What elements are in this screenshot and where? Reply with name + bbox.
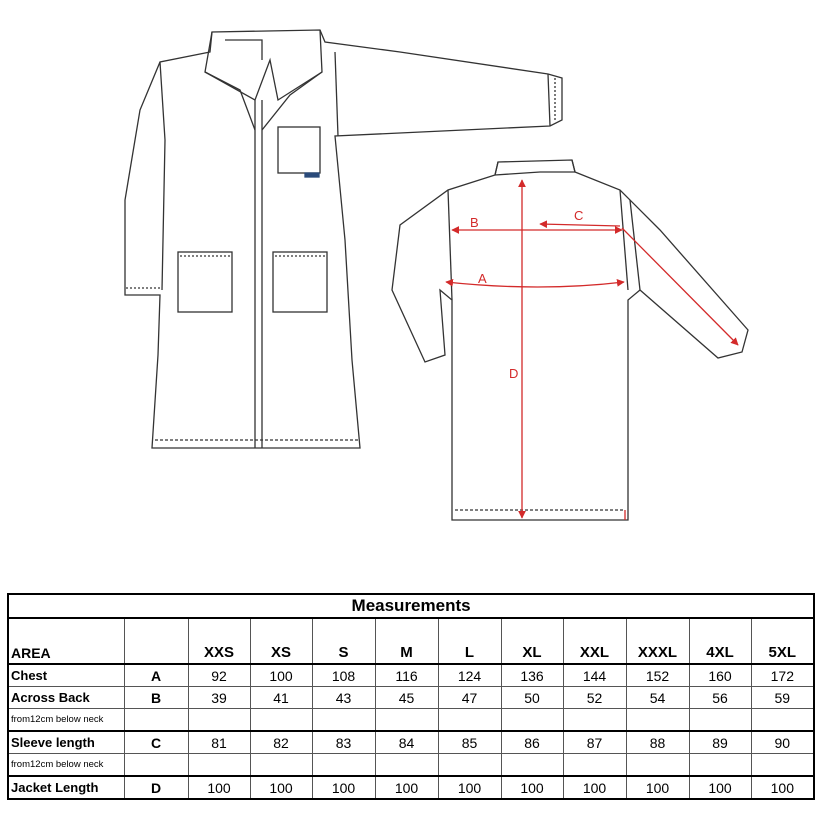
row-code: A (124, 664, 188, 687)
code-header (124, 618, 188, 664)
table-cell: 81 (188, 731, 250, 754)
table-cell: 144 (563, 664, 626, 687)
row-label: Sleeve length (8, 731, 124, 754)
row-code: C (124, 731, 188, 754)
row-label: Jacket Length (8, 776, 124, 799)
row-code: D (124, 776, 188, 799)
table-cell: 52 (563, 687, 626, 709)
coat-front-drawing (125, 30, 562, 448)
empty-cell (501, 709, 563, 732)
empty-cell (689, 754, 751, 777)
empty-cell (312, 754, 375, 777)
table-cell: 108 (312, 664, 375, 687)
table-cell: 136 (501, 664, 563, 687)
empty-cell (563, 754, 626, 777)
table-cell: 100 (689, 776, 751, 799)
table-cell: 160 (689, 664, 751, 687)
table-cell: 45 (375, 687, 438, 709)
empty-cell (250, 754, 312, 777)
size-header: M (375, 618, 438, 664)
table-cell: 116 (375, 664, 438, 687)
size-header: XL (501, 618, 563, 664)
size-header: XXXL (626, 618, 689, 664)
dim-letter-a: A (478, 271, 487, 286)
table-cell: 47 (438, 687, 501, 709)
table-cell: 41 (250, 687, 312, 709)
row-label: Chest (8, 664, 124, 687)
table-cell: 100 (312, 776, 375, 799)
table-cell: 85 (438, 731, 501, 754)
empty-cell (375, 754, 438, 777)
table-row (8, 664, 814, 687)
empty-cell (124, 709, 188, 732)
empty-cell (563, 709, 626, 732)
empty-cell (438, 754, 501, 777)
table-cell: 172 (751, 664, 814, 687)
row-note: from12cm below neck (8, 754, 124, 777)
empty-cell (188, 754, 250, 777)
empty-cell (626, 754, 689, 777)
empty-cell (438, 709, 501, 732)
table-cell: 100 (250, 776, 312, 799)
dim-letter-d: D (509, 366, 519, 381)
table-cell: 100 (375, 776, 438, 799)
empty-cell (626, 709, 689, 732)
table-cell: 100 (626, 776, 689, 799)
table-cell: 90 (751, 731, 814, 754)
dimension-lines (446, 180, 738, 520)
table-cell: 89 (689, 731, 751, 754)
table-row (8, 776, 814, 799)
dim-letter-c: C (574, 208, 584, 223)
table-cell: 86 (501, 731, 563, 754)
size-header: XS (250, 618, 312, 664)
table-cell: 43 (312, 687, 375, 709)
empty-cell (188, 709, 250, 732)
table-row (8, 687, 814, 709)
table-cell: 124 (438, 664, 501, 687)
table-cell: 54 (626, 687, 689, 709)
empty-cell (312, 709, 375, 732)
table-cell: 92 (188, 664, 250, 687)
table-cell: 50 (501, 687, 563, 709)
empty-cell (250, 709, 312, 732)
coat-back-drawing (392, 160, 748, 520)
table-cell: 56 (689, 687, 751, 709)
table-note-row (8, 709, 814, 732)
empty-cell (689, 709, 751, 732)
empty-cell (124, 754, 188, 777)
measurements-table (7, 593, 815, 800)
empty-cell (501, 754, 563, 777)
size-header: 4XL (689, 618, 751, 664)
row-code: B (124, 687, 188, 709)
empty-cell (751, 709, 814, 732)
table-cell: 87 (563, 731, 626, 754)
table-cell: 152 (626, 664, 689, 687)
table-note-row (8, 754, 814, 777)
row-label: Across Back (8, 687, 124, 709)
table-cell: 84 (375, 731, 438, 754)
table-cell: 100 (438, 776, 501, 799)
row-note: from12cm below neck (8, 709, 124, 732)
table-cell: 100 (563, 776, 626, 799)
table-cell: 100 (188, 776, 250, 799)
size-header: S (312, 618, 375, 664)
table-cell: 100 (501, 776, 563, 799)
size-header: 5XL (751, 618, 814, 664)
table-cell: 83 (312, 731, 375, 754)
table-cell: 82 (250, 731, 312, 754)
table-cell: 100 (751, 776, 814, 799)
empty-cell (751, 754, 814, 777)
table-cell: 88 (626, 731, 689, 754)
table-title: Measurements (8, 594, 814, 618)
table-cell: 59 (751, 687, 814, 709)
table-row (8, 731, 814, 754)
table-cell: 100 (250, 664, 312, 687)
dim-letter-b: B (470, 215, 479, 230)
empty-cell (375, 709, 438, 732)
area-header: AREA (8, 618, 124, 664)
size-header: L (438, 618, 501, 664)
size-header: XXS (188, 618, 250, 664)
table-cell: 39 (188, 687, 250, 709)
size-header: XXL (563, 618, 626, 664)
